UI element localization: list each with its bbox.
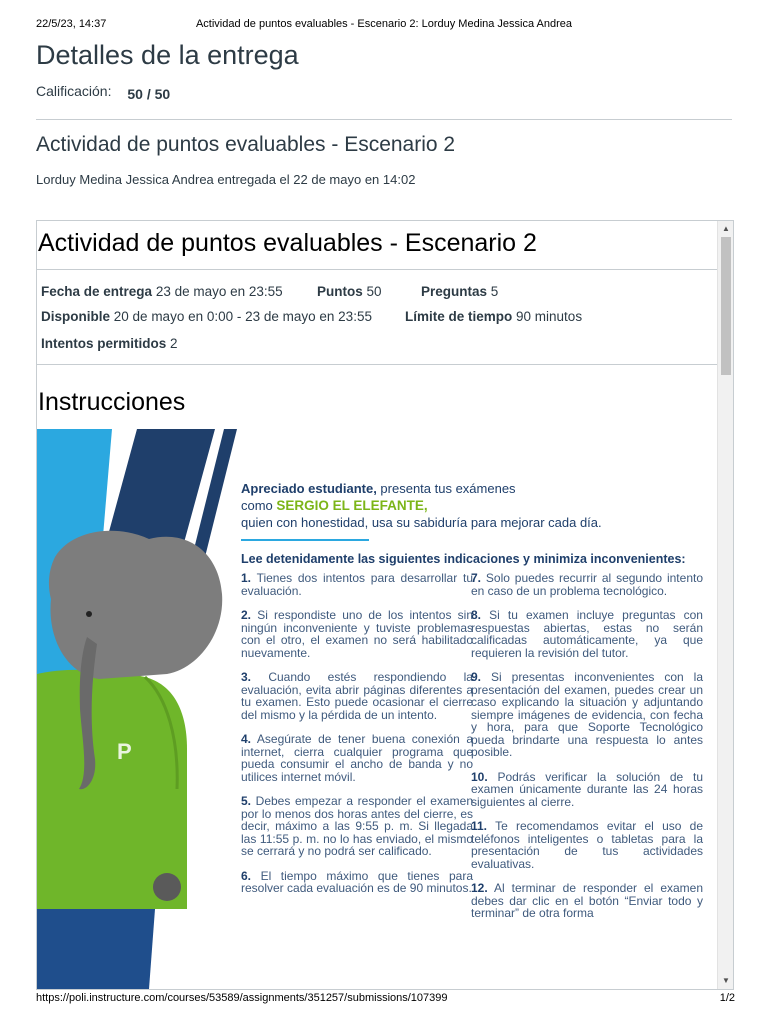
list-item: 2. Si respondiste uno de los intentos sin ningún inconveniente y tuviste problemas con el otro, el examen no será habilitado nuevamente. — [241, 608, 473, 660]
list-item: 8. Si tu examen incluye preguntas con respuestas abiertas, estas no serán calificadas automáticamente, ya que requieren la revisión del tutor. — [471, 608, 703, 660]
available-label: Disponible — [41, 309, 111, 324]
available — [41, 309, 372, 324]
list-item: 11. Te recomendamos evitar el uso de teléfonos inteligentes o tabletas para la presentación de tus actividades evaluativas. — [471, 819, 703, 871]
scroll-down-icon[interactable]: ▼ — [722, 976, 730, 985]
time-limit-value: 90 minutos — [516, 309, 583, 324]
points-value: 50 — [366, 284, 382, 299]
greeting — [241, 480, 602, 531]
print-datetime: 22/5/23, 14:37 — [36, 18, 107, 30]
due-date-value: 23 de mayo en 23:55 — [155, 284, 283, 299]
available-value: 20 de mayo en 0:00 - 23 de mayo en 23:55 — [113, 309, 372, 324]
frame-scrollbar[interactable] — [717, 221, 733, 989]
list-item: 9. Si presentas inconvenientes con la presentación del examen, puedes crear un caso explicando la situación y adjuntando siempre imágenes de evidencia, con fecha y hora, para que Soporte Tecnológico pueda brindarte una respuesta lo antes posible. — [471, 670, 703, 759]
points — [317, 284, 382, 299]
questions — [421, 284, 498, 299]
submission-details-heading: Detalles de la entrega — [36, 40, 299, 70]
submitted-by-line: Lorduy Medina Jessica Andrea entregada el 22 de mayo en 14:02 — [36, 172, 416, 187]
mascot-name: SERGIO EL ELEFANTE, — [276, 498, 428, 513]
quiz-preview-frame[interactable] — [36, 220, 734, 990]
quiz-title: Actividad de puntos evaluables - Escenario 2 — [38, 229, 537, 257]
read-carefully-heading: Lee detenidamente las siguientes indicaciones y minimiza inconvenientes: — [241, 552, 686, 566]
questions-label: Preguntas — [421, 284, 488, 299]
instructions-column-left — [241, 572, 473, 907]
greeting-bold: Apreciado estudiante, — [241, 481, 377, 496]
list-item: 4. Asegúrate de tener buena conexión a internet, cierra cualquier programa que pueda consumir el ancho de banda y no utilices internet móvil. — [241, 732, 474, 784]
accent-line — [241, 539, 369, 541]
scroll-up-icon[interactable]: ▲ — [722, 224, 730, 233]
print-header — [0, 0, 768, 30]
greeting-line3: quien con honestidad, usa su sabiduría para mejorar cada día. — [241, 515, 602, 530]
list-item: 5. Debes empezar a responder el examen por lo menos dos horas antes del cierre, es decir, máximo a las 9:55 p. m. Si llegada las 11:55 p. m. no lo has enviado, el mismo se cerrará y no podrá ser calificado. — [241, 794, 473, 858]
attempts-label: Intentos permitidos — [41, 336, 167, 351]
time-limit — [405, 309, 582, 324]
print-title: Actividad de puntos evaluables - Escenario 2: Lorduy Medina Jessica Andrea — [195, 18, 573, 30]
scrollbar-thumb[interactable] — [721, 237, 731, 375]
instructions-banner-image — [37, 429, 717, 989]
due-date-label: Fecha de entrega — [41, 284, 153, 299]
elephant-head — [49, 531, 222, 679]
list-item: 3. Cuando estés respondiendo la evaluación, evita abrir páginas diferentes a tu examen. Esto puede ocasionar el cierre del mismo y la pérdida de un intento. — [241, 670, 473, 722]
list-item: 7. Solo puedes recurrir al segundo intento en caso de un problema tecnológico. — [471, 571, 704, 598]
attempts-value: 2 — [170, 336, 178, 351]
instructions-column-right — [471, 572, 703, 932]
due-date — [41, 284, 283, 299]
time-limit-label: Límite de tiempo — [405, 309, 513, 324]
list-item: 1. Tienes dos intentos para desarrollar tu evaluación. — [241, 571, 473, 598]
quiz-preview-content — [37, 221, 717, 989]
grade-value: 50 / 50 — [127, 86, 171, 102]
divider — [37, 364, 717, 365]
questions-value: 5 — [490, 284, 499, 299]
list-item: 10. Podrás verificar la solución de tu examen únicamente durante las 24 horas siguientes al cierre. — [471, 769, 703, 809]
grade-row — [36, 83, 171, 102]
instructions-heading: Instrucciones — [38, 388, 186, 416]
grade-label: Calificación: — [36, 83, 112, 99]
list-item: 6. El tiempo máximo que tienes para resolver cada evaluación es de 90 minutos. — [241, 868, 473, 895]
hoodie-logo: P — [117, 739, 132, 764]
divider — [37, 269, 717, 270]
greeting-como: como — [241, 498, 277, 513]
greeting-rest: presenta tus exámenes — [376, 481, 516, 496]
page-url: https://poli.instructure.com/courses/53589/assignments/351257/submissions/107399 — [36, 992, 448, 1004]
elephant-hand — [153, 873, 181, 901]
elephant-eye — [86, 611, 92, 617]
print-footer — [0, 992, 768, 1012]
jeans — [37, 909, 155, 989]
attempts-allowed — [41, 336, 178, 351]
list-item: 12. Al terminar de responder el examen debes dar clic en el botón “Enviar todo y terminar” de otra forma — [471, 881, 704, 920]
divider — [36, 119, 732, 120]
points-label: Puntos — [317, 284, 363, 299]
page-number: 1/2 — [719, 992, 735, 1004]
assignment-heading: Actividad de puntos evaluables - Escenario 2 — [36, 133, 456, 156]
